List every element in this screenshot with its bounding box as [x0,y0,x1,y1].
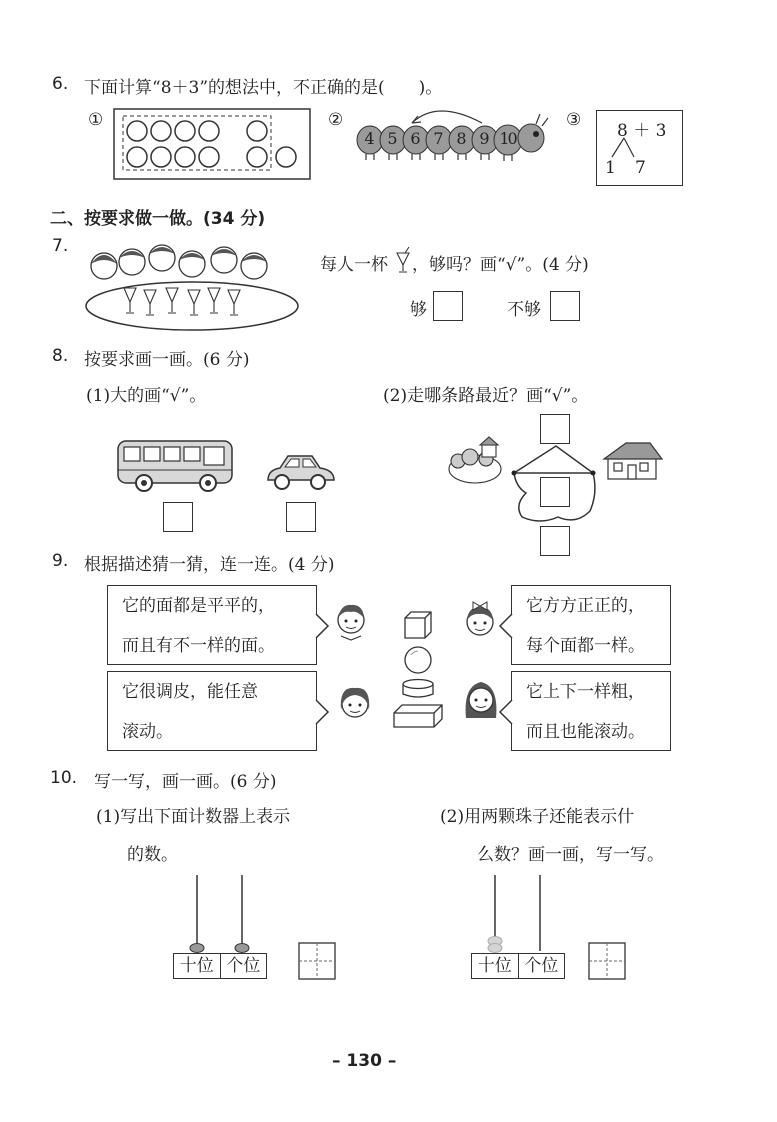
cylinder-icon [401,678,435,700]
boy-face-icon [333,600,369,644]
bubble-line: 它上下一样粗， [526,682,645,702]
q10-part1-line1: (1)写出下面计数器上表示 [96,807,291,827]
girl-face-icon [337,684,373,728]
split-lines-icon [606,137,646,159]
q6-text: 下面计算“8＋3”的想法中，不正确的是( )。 [84,78,443,98]
caterpillar-number: 9 [479,129,490,148]
q10-part2-line1: (2)用两颗珠子还能表示什 [440,807,635,827]
q8-bus-checkbox[interactable] [163,502,193,532]
ones-label: 个位 [524,956,559,976]
caterpillar-number: 7 [433,129,444,148]
bubble-line: 而且有不一样的面。 [122,636,275,656]
q7-not-enough-checkbox[interactable] [550,291,580,321]
q6-option3-left: 1 [605,158,616,178]
q7-not-enough-label: 不够 [507,300,541,320]
bubble-line: 它方方正正的， [526,596,645,616]
q8-car-checkbox[interactable] [286,502,316,532]
caterpillar-number: 4 [364,129,375,148]
bubble-line: 它很调皮，能任意 [122,682,258,702]
q7-enough-checkbox[interactable] [433,291,463,321]
speech-bubble-top-right [511,585,671,665]
q7-number: 7. [52,236,69,256]
tens-label: 十位 [472,954,519,978]
sphere-icon [403,645,433,675]
q9-text: 根据描述猜一猜，连一连。(4 分) [84,555,335,575]
cuboid-icon [392,703,444,729]
ones-label: 个位 [226,956,261,976]
q8-text: 按要求画一画。(6 分) [84,350,250,370]
q8-part2: (2)走哪条路最近？画“√”。 [383,386,589,406]
section-title: 二、按要求做一做。(34 分) [50,209,266,229]
bubble-line: 而且也能滚动。 [526,722,645,742]
q10-text: 写一写，画一画。(6 分) [94,772,277,792]
q9-number: 9. [52,551,69,571]
speech-bubble-bottom-left [107,671,317,751]
q6-option3-marker: ③ [566,110,582,130]
juice-cup-icon [395,247,411,273]
q10-number: 10. [50,768,78,788]
bubble-tail-icon [499,700,513,724]
caterpillar-number: 6 [410,129,421,148]
girl-long-hair-face-icon [463,678,499,726]
bubble-line: 滚动。 [122,722,173,742]
q7-text-before: 每人一杯 [320,255,388,275]
abacus-1-label-row [173,953,267,979]
q8-bottom-route-checkbox[interactable] [540,526,570,556]
q7-text-after: ，够吗？画“√”。(4 分) [412,255,589,275]
abacus-2-label-row [471,953,565,979]
q6-number: 6. [52,74,69,94]
q7-enough-label: 够 [410,300,427,320]
q8-middle-route-checkbox[interactable] [540,477,570,507]
tens-label: 十位 [174,954,221,978]
q6-option3-right: 7 [635,158,646,178]
cube-icon [403,610,433,640]
girl-with-bow-face-icon [462,600,498,644]
q8-number: 8. [52,346,69,366]
speech-bubble-top-left [107,585,317,665]
q10-part2-line2: 么数？画一画，写一写。 [477,845,664,865]
q8-top-route-checkbox[interactable] [540,414,570,444]
bubble-tail-icon [499,614,513,638]
bubble-tail-icon [316,614,330,638]
q6-option2-marker: ② [328,110,344,130]
bubble-line: 它的面都是平平的， [122,596,275,616]
q6-option3-expression: 8 ＋ 3 [617,121,667,141]
page-number: – 130 – [332,1051,397,1071]
q6-option1-marker: ① [88,110,104,130]
caterpillar-number: 10 [499,129,516,148]
caterpillar-number: 5 [387,129,398,148]
bubble-tail-icon [316,700,330,724]
q8-part1: (1)大的画“√”。 [86,386,207,406]
q10-part1-line2: 的数。 [127,845,178,865]
speech-bubble-bottom-right [511,671,671,751]
bubble-line: 每个面都一样。 [526,636,645,656]
caterpillar-number: 8 [456,129,467,148]
